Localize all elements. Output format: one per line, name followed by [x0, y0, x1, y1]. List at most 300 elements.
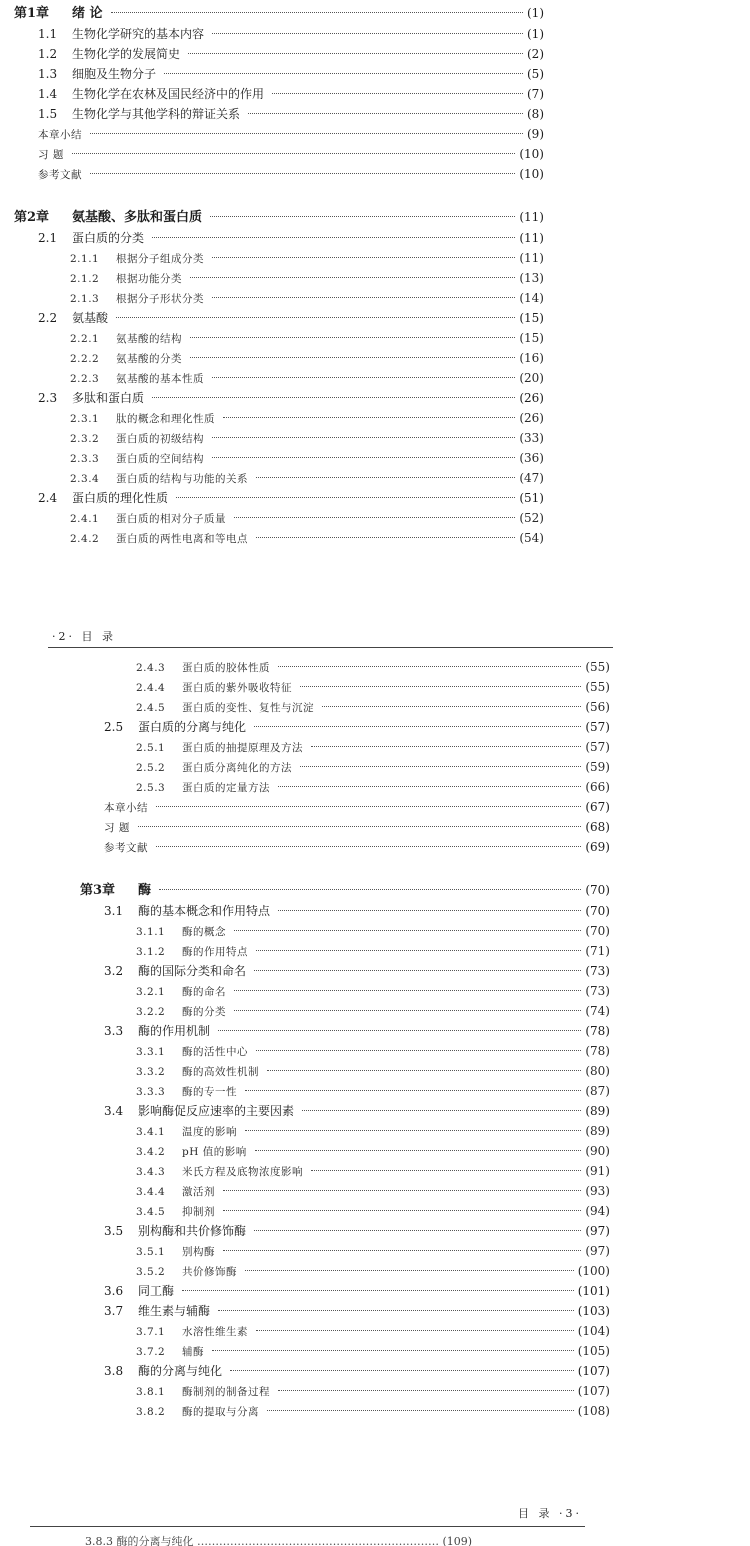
toc-entry-page: (66): [585, 780, 610, 794]
toc-entry-title: 生物化学研究的基本内容: [72, 27, 205, 41]
toc-entry[interactable]: [80, 901, 610, 921]
page-header: ·2· 目 录: [52, 630, 116, 643]
toc-entry[interactable]: [14, 428, 544, 448]
dot-leader: [164, 73, 523, 74]
dot-leader: [159, 889, 581, 890]
dot-leader: [90, 133, 523, 134]
toc-entry-number: 1.1: [38, 27, 58, 41]
toc-entry[interactable]: [14, 328, 544, 348]
toc-entry-title: 激活剂: [182, 1186, 215, 1198]
toc-entry-page: (73): [585, 984, 610, 998]
toc-entry-page: (59): [585, 760, 610, 774]
toc-entry-page: (47): [519, 471, 544, 485]
toc-entry-page: (93): [585, 1184, 610, 1198]
toc-list: [14, 2, 544, 548]
toc-entry[interactable]: [14, 368, 544, 388]
dot-leader: [278, 910, 581, 911]
toc-entry-page: (16): [519, 351, 544, 365]
toc-entry[interactable]: [14, 468, 544, 488]
toc-entry-title: 氨基酸的结构: [116, 333, 182, 345]
toc-entry-title: 蛋白质的初级结构: [116, 433, 204, 445]
toc-entry-title: 蛋白质的变性、复性与沉淀: [182, 702, 314, 714]
toc-entry-title: 酶的作用机制: [138, 1024, 211, 1038]
toc-entry-page: (90): [585, 1144, 610, 1158]
toc-entry-title: 细胞及生物分子: [72, 67, 157, 81]
toc-entry-page: (8): [527, 107, 544, 121]
toc-entry-title: 氨基酸的分类: [116, 353, 182, 365]
toc-entry-title: 酶的提取与分离: [182, 1406, 259, 1418]
toc-entry-number: 3.2.1: [136, 986, 166, 998]
dot-leader: [256, 950, 581, 951]
toc-entry-number: 2.2: [38, 311, 58, 325]
toc-entry-title: 抑制剂: [182, 1206, 215, 1218]
dot-leader: [223, 1190, 581, 1191]
dot-leader: [267, 1070, 581, 1071]
dot-leader: [254, 726, 581, 727]
toc-entry[interactable]: [80, 737, 610, 757]
toc-entry-number: 3.4.3: [136, 1166, 166, 1178]
dot-leader: [311, 1170, 581, 1171]
dot-leader: [218, 1310, 574, 1311]
dot-leader: [234, 1010, 581, 1011]
dot-leader: [212, 33, 523, 34]
dot-leader: [156, 806, 581, 807]
toc-entry-number: 3.3.3: [136, 1086, 166, 1098]
toc-entry-number: 3.7.1: [136, 1326, 166, 1338]
toc-entry-number: 2.4.3: [136, 662, 166, 674]
toc-entry-page: (74): [585, 1004, 610, 1018]
toc-entry-title: 根据分子形状分类: [116, 293, 204, 305]
toc-entry-page: (78): [585, 1024, 610, 1038]
toc-entry[interactable]: [80, 1201, 610, 1221]
toc-entry[interactable]: [80, 1281, 610, 1301]
toc-entry[interactable]: [80, 1301, 610, 1321]
toc-entry-title: 生物化学与其他学科的辩证关系: [72, 107, 241, 121]
toc-entry-page: (73): [585, 964, 610, 978]
toc-entry-number: 3.5: [104, 1224, 124, 1238]
toc-entry-number: 2.1: [38, 231, 58, 245]
toc-list: [80, 657, 610, 1421]
dot-leader: [300, 766, 581, 767]
toc-entry-number: 3.4.5: [136, 1206, 166, 1218]
dot-leader: [256, 1330, 574, 1331]
toc-entry-number: 2.5.3: [136, 782, 166, 794]
header-rule: [30, 1526, 585, 1527]
toc-entry-page: (103): [577, 1304, 610, 1318]
dot-leader: [254, 970, 581, 971]
toc-entry-title: 氨基酸的基本性质: [116, 373, 204, 385]
dot-leader: [182, 1290, 574, 1291]
toc-entry-title: 蛋白质的分类: [72, 231, 145, 245]
toc-entry[interactable]: [14, 206, 544, 228]
toc-entry[interactable]: [80, 1121, 610, 1141]
toc-entry-page: (54): [519, 531, 544, 545]
toc-entry-title: 蛋白质的抽提原理及方法: [182, 742, 303, 754]
dot-leader: [245, 1130, 581, 1131]
toc-entry-title: 蛋白质的相对分子质量: [116, 513, 226, 525]
toc-entry-number: 3.1.2: [136, 946, 166, 958]
dot-leader: [190, 337, 515, 338]
toc-entry[interactable]: [80, 697, 610, 717]
toc-entry-page: (70): [585, 883, 610, 897]
toc-entry[interactable]: [14, 488, 544, 508]
toc-entry[interactable]: [80, 1141, 610, 1161]
toc-entry[interactable]: [80, 757, 610, 777]
dot-leader: [302, 1110, 581, 1111]
dot-leader: [190, 277, 515, 278]
toc-entry-title: 生物化学的发展简史: [72, 47, 181, 61]
dot-leader: [223, 1210, 581, 1211]
toc-entry-page: (14): [519, 291, 544, 305]
dot-leader: [156, 846, 581, 847]
toc-entry[interactable]: [14, 348, 544, 368]
dot-leader: [212, 377, 515, 378]
toc-entry-page: (105): [577, 1344, 610, 1358]
dot-leader: [152, 397, 515, 398]
toc-entry[interactable]: [80, 961, 610, 981]
toc-entry[interactable]: [14, 144, 544, 164]
toc-entry-number: 1.2: [38, 47, 58, 61]
toc-entry-number: 2.2.3: [70, 373, 100, 385]
dot-leader: [256, 477, 515, 478]
toc-entry[interactable]: [80, 1401, 610, 1421]
toc-entry-page: (15): [519, 311, 544, 325]
toc-entry-number: 2.4.4: [136, 682, 166, 694]
dot-leader: [72, 153, 516, 154]
toc-entry[interactable]: [80, 1221, 610, 1241]
toc-entry-number: 3.1.1: [136, 926, 166, 938]
toc-entry-number: 3.2.2: [136, 1006, 166, 1018]
dot-leader: [234, 930, 581, 931]
toc-entry-number: 3.2: [104, 964, 124, 978]
dot-leader: [256, 537, 515, 538]
dot-leader: [230, 1370, 574, 1371]
toc-entry-page: (57): [585, 740, 610, 754]
dot-leader: [278, 786, 581, 787]
toc-entry-page: (104): [577, 1324, 610, 1338]
dot-leader: [223, 417, 515, 418]
toc-entry-page: (87): [585, 1084, 610, 1098]
toc-entry[interactable]: [80, 1241, 610, 1261]
toc-entry-title: 参考文献: [38, 169, 82, 181]
toc-entry-title: 酶: [138, 883, 152, 898]
toc-entry[interactable]: [14, 528, 544, 548]
toc-entry-page: (5): [527, 67, 544, 81]
toc-entry-page: (52): [519, 511, 544, 525]
toc-entry-number: 3.3.1: [136, 1046, 166, 1058]
toc-entry-page: (89): [585, 1104, 610, 1118]
toc-entry[interactable]: [14, 288, 544, 308]
toc-entry[interactable]: [80, 837, 610, 857]
toc-entry-title: 蛋白质的结构与功能的关系: [116, 473, 248, 485]
toc-entry-number: 3.4.2: [136, 1146, 166, 1158]
toc-entry[interactable]: [80, 1161, 610, 1181]
toc-entry-page: (20): [519, 371, 544, 385]
toc-entry[interactable]: [80, 1041, 610, 1061]
toc-entry-number: 2.4: [38, 491, 58, 505]
toc-entry[interactable]: [80, 797, 610, 817]
toc-entry[interactable]: [14, 64, 544, 84]
toc-entry[interactable]: [80, 981, 610, 1001]
toc-entry-title: 多肽和蛋白质: [72, 391, 145, 405]
dot-leader: [234, 517, 515, 518]
toc-entry-page: (67): [585, 800, 610, 814]
toc-entry-page: (26): [519, 391, 544, 405]
toc-entry-page: (108): [577, 1404, 610, 1418]
toc-entry[interactable]: [14, 308, 544, 328]
dot-leader: [176, 497, 515, 498]
dot-leader: [223, 1250, 581, 1251]
toc-entry-number: 2.1.2: [70, 273, 100, 285]
toc-entry-page: (101): [577, 1284, 610, 1298]
toc-entry-title: 酶的国际分类和命名: [138, 964, 247, 978]
dot-leader: [278, 666, 581, 667]
toc-entry[interactable]: [14, 448, 544, 468]
toc-entry-title: 酶的作用特点: [182, 946, 248, 958]
toc-entry-page: (68): [585, 820, 610, 834]
toc-entry-number: 3.5.1: [136, 1246, 166, 1258]
toc-entry-number: 1.4: [38, 87, 58, 101]
toc-entry-title: 维生素与辅酶: [138, 1304, 211, 1318]
toc-entry-number: 2.5.2: [136, 762, 166, 774]
dot-leader: [138, 826, 582, 827]
toc-entry[interactable]: [14, 84, 544, 104]
dot-leader: [311, 746, 581, 747]
dot-leader: [212, 1350, 574, 1351]
toc-entry-page: (1): [527, 27, 544, 41]
toc-entry[interactable]: [80, 1341, 610, 1361]
toc-entry[interactable]: [80, 1001, 610, 1021]
section-gap: [14, 184, 544, 206]
toc-entry[interactable]: [80, 1381, 610, 1401]
toc-entry[interactable]: [80, 1321, 610, 1341]
toc-entry[interactable]: [80, 717, 610, 737]
toc-entry[interactable]: [14, 388, 544, 408]
toc-entry-number: 3.6: [104, 1284, 124, 1298]
toc-entry-page: (11): [519, 210, 544, 224]
dot-leader: [116, 317, 515, 318]
toc-entry-title: 酶的分类: [182, 1006, 226, 1018]
toc-entry-page: (97): [585, 1244, 610, 1258]
dot-leader: [256, 1050, 581, 1051]
dot-leader: [234, 990, 581, 991]
toc-entry-title: 蛋白质的分离与纯化: [138, 720, 247, 734]
toc-entry[interactable]: [14, 164, 544, 184]
toc-entry-title: 酶的基本概念和作用特点: [138, 904, 271, 918]
toc-entry-number: 第1章: [14, 6, 50, 21]
toc-page-3: [0, 1495, 750, 1546]
toc-entry-title: 氨基酸、多肽和蛋白质: [72, 210, 203, 225]
toc-entry-number: 2.5: [104, 720, 124, 734]
toc-entry[interactable]: [80, 1101, 610, 1121]
toc-entry[interactable]: [80, 879, 610, 901]
toc-entry[interactable]: [14, 44, 544, 64]
toc-entry-title: 蛋白质分离纯化的方法: [182, 762, 292, 774]
toc-entry[interactable]: [80, 777, 610, 797]
toc-entry-number: 第2章: [14, 210, 50, 225]
dot-leader: [272, 93, 523, 94]
toc-entry-title: 蛋白质的定量方法: [182, 782, 270, 794]
toc-entry-number: 2.2.1: [70, 333, 100, 345]
toc-entry-number: 3.8.2: [136, 1406, 166, 1418]
toc-entry-title: pH 值的影响: [182, 1146, 247, 1158]
toc-entry-title: 酶的高效性机制: [182, 1066, 259, 1078]
dot-leader: [212, 457, 515, 458]
dot-leader: [248, 113, 523, 114]
toc-page-1: [0, 0, 750, 560]
toc-entry-number: 2.3.1: [70, 413, 100, 425]
toc-entry-page: (7): [527, 87, 544, 101]
toc-row-cutoff: 3.8.3 酶的分离与纯化 ………………………………………………………… (109): [85, 1535, 473, 1546]
toc-entry[interactable]: [14, 248, 544, 268]
dot-leader: [300, 686, 581, 687]
toc-entry[interactable]: [80, 657, 610, 677]
toc-entry-title: 温度的影响: [182, 1126, 237, 1138]
toc-entry[interactable]: [14, 104, 544, 124]
dot-leader: [188, 53, 523, 54]
dot-leader: [212, 257, 515, 258]
toc-entry-page: (94): [585, 1204, 610, 1218]
dot-leader: [218, 1030, 581, 1031]
toc-entry-page: (51): [519, 491, 544, 505]
toc-entry-title: 习 题: [104, 822, 130, 834]
toc-entry[interactable]: [14, 508, 544, 528]
toc-entry-title: 酶的命名: [182, 986, 226, 998]
dot-leader: [267, 1410, 574, 1411]
toc-entry-title: 酶的分离与纯化: [138, 1364, 223, 1378]
toc-entry-page: (15): [519, 331, 544, 345]
toc-entry[interactable]: [80, 677, 610, 697]
toc-entry[interactable]: [80, 1061, 610, 1081]
toc-entry-page: (26): [519, 411, 544, 425]
toc-entry-page: (89): [585, 1124, 610, 1138]
toc-entry-number: 3.4.4: [136, 1186, 166, 1198]
toc-entry-page: (70): [585, 924, 610, 938]
dot-leader: [210, 216, 515, 217]
toc-entry-title: 蛋白质的空间结构: [116, 453, 204, 465]
toc-entry-title: 米氏方程及底物浓度影响: [182, 1166, 303, 1178]
toc-entry-number: 3.5.2: [136, 1266, 166, 1278]
toc-entry-number: 2.5.1: [136, 742, 166, 754]
toc-entry-page: (56): [585, 700, 610, 714]
toc-entry-page: (9): [527, 127, 544, 141]
toc-entry-number: 1.3: [38, 67, 58, 81]
toc-entry-number: 3.4.1: [136, 1126, 166, 1138]
toc-entry-number: 2.3.4: [70, 473, 100, 485]
toc-entry-title: 酶的专一性: [182, 1086, 237, 1098]
toc-entry-title: 共价修饰酶: [182, 1266, 237, 1278]
dot-leader: [190, 357, 515, 358]
toc-entry-number: 3.3.2: [136, 1066, 166, 1078]
toc-entry-number: 3.7: [104, 1304, 124, 1318]
toc-entry-title: 绪 论: [72, 6, 103, 21]
toc-entry[interactable]: [80, 817, 610, 837]
toc-entry-title: 根据分子组成分类: [116, 253, 204, 265]
toc-entry-title: 蛋白质的紫外吸收特征: [182, 682, 292, 694]
page-header: 目 录 ·3·: [518, 1507, 582, 1520]
header-rule: [48, 647, 613, 648]
dot-leader: [90, 173, 515, 174]
toc-entry-number: 3.4: [104, 1104, 124, 1118]
toc-entry-title: 根据功能分类: [116, 273, 182, 285]
toc-entry-title: 辅酶: [182, 1346, 204, 1358]
section-gap: [80, 857, 610, 879]
toc-entry-title: 酶的活性中心: [182, 1046, 248, 1058]
toc-entry-title: 影响酶促反应速率的主要因素: [138, 1104, 295, 1118]
toc-entry[interactable]: [80, 921, 610, 941]
toc-entry-title: 生物化学在农林及国民经济中的作用: [72, 87, 265, 101]
toc-entry[interactable]: [14, 408, 544, 428]
toc-entry-page: (55): [585, 660, 610, 674]
toc-entry-number: 2.4.2: [70, 533, 100, 545]
toc-entry-page: (78): [585, 1044, 610, 1058]
dot-leader: [212, 437, 515, 438]
toc-entry[interactable]: [80, 1261, 610, 1281]
toc-entry-number: 3.1: [104, 904, 124, 918]
toc-entry-title: 蛋白质的两性电离和等电点: [116, 533, 248, 545]
dot-leader: [111, 12, 523, 13]
toc-entry[interactable]: [14, 2, 544, 24]
toc-entry-number: 1.5: [38, 107, 58, 121]
toc-entry-title: 肽的概念和理化性质: [116, 413, 215, 425]
toc-entry-page: (69): [585, 840, 610, 854]
toc-entry-title: 别构酶和共价修饰酶: [138, 1224, 247, 1238]
toc-entry[interactable]: [80, 941, 610, 961]
dot-leader: [254, 1230, 581, 1231]
toc-entry-page: (10): [519, 167, 544, 181]
toc-entry-title: 蛋白质的理化性质: [72, 491, 169, 505]
toc-entry-page: (107): [577, 1384, 610, 1398]
dot-leader: [212, 297, 515, 298]
toc-entry-page: (10): [519, 147, 544, 161]
toc-entry[interactable]: [14, 268, 544, 288]
toc-entry-number: 第3章: [80, 883, 116, 898]
toc-entry-number: 2.4.1: [70, 513, 100, 525]
toc-entry-number: 3.8: [104, 1364, 124, 1378]
toc-entry-page: (2): [527, 47, 544, 61]
toc-entry-page: (80): [585, 1064, 610, 1078]
toc-entry[interactable]: [80, 1081, 610, 1101]
dot-leader: [152, 237, 515, 238]
toc-entry-page: (33): [519, 431, 544, 445]
toc-entry[interactable]: [14, 228, 544, 248]
toc-entry-title: 水溶性维生素: [182, 1326, 248, 1338]
toc-entry-title: 氨基酸: [72, 311, 109, 325]
toc-entry[interactable]: [80, 1021, 610, 1041]
dot-leader: [245, 1270, 574, 1271]
toc-entry[interactable]: [80, 1181, 610, 1201]
toc-entry-page: (57): [585, 720, 610, 734]
toc-entry-number: 2.4.5: [136, 702, 166, 714]
toc-entry-page: (55): [585, 680, 610, 694]
toc-entry[interactable]: [80, 1361, 610, 1381]
toc-entry-page: (13): [519, 271, 544, 285]
toc-entry-title: 本章小结: [104, 802, 148, 814]
toc-entry-title: 习 题: [38, 149, 64, 161]
toc-entry-title: 别构酶: [182, 1246, 215, 1258]
toc-entry-page: (97): [585, 1224, 610, 1238]
toc-entry-number: 2.1.1: [70, 253, 100, 265]
toc-entry-page: (91): [585, 1164, 610, 1178]
dot-leader: [255, 1150, 582, 1151]
toc-entry-title: 同工酶: [138, 1284, 175, 1298]
toc-entry-page: (11): [519, 231, 544, 245]
toc-entry-number: 2.3.3: [70, 453, 100, 465]
toc-entry-number: 3.3: [104, 1024, 124, 1038]
toc-entry[interactable]: [14, 24, 544, 44]
toc-entry[interactable]: [14, 124, 544, 144]
dot-leader: [278, 1390, 574, 1391]
